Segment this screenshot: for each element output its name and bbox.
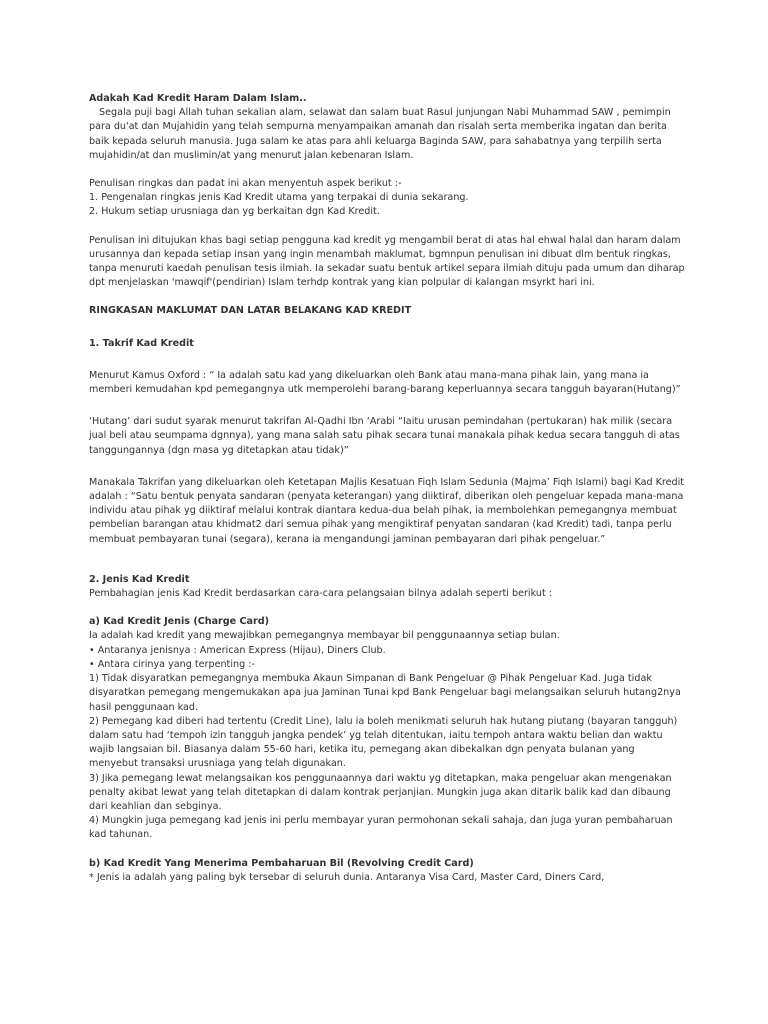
sub-a-bullet-1: • Antaranya jenisnya : American Express (Hijau), Diners Club.: [89, 644, 386, 656]
sub-b-description: * Jenis ia adalah yang paling byk tersebar di seluruh dunia. Antaranya Visa Card, Master Card, Diners Card,: [89, 871, 605, 883]
document-title: Adakah Kad Kredit Haram Dalam Islam..: [89, 93, 307, 104]
sub-a-point-2: 2) Pemegang kad diberi had tertentu (Credit Line), lalu ia boleh menikmati seluruh hak hutang piutang (bayaran tangguh) dalam satu had ‘tempoh izin tangguh jangka pendek’ yg telah ditentukan, iaitu tempoh antara waktu belian dan waktu wajib langsaian bil. Biasanya dalam 55-60 hari, ketika itu, pemegang akan dibekalkan dgn penyata bulanan yang menyebut transaksi urusniaga yang telah digunakan.: [89, 715, 678, 770]
intro-paragraph: Segala puji bagi Allah tuhan sekalian alam, selawat dan salam buat Rasul junjungan Nabi Muhammad SAW , pemimpin para du'at dan Mujahidin yang telah sempurna menyampaikan amanah dan risalah serta memberika ingatan dan berita baik kepada seluruh manusia. Juga salam ke atas para ahli keluarga Baginda SAW, para sahabatnya yang terpilih serta mujahidin/at dan muslimin/at yang menurut jalan kebenaran Islam.: [89, 107, 671, 161]
sub-a-point-3: 3) Jika pemegang lewat melangsaikan kos penggunaannya dari waktu yg ditetapkan, maka pengeluar akan mengenakan penalty akibat lewat yang telah ditetapkan di dalam kontrak perjanjian. Mungkin juga akan ditarik balik kad dan dibaung dari keahlian dan sebginya.: [89, 772, 672, 812]
aspects-intro: Penulisan ringkas dan padat ini akan menyentuh aspek berikut :-: [89, 178, 402, 190]
majma-definition: Manakala Takrifan yang dikeluarkan oleh Ketetapan Majlis Kesatuan Fiqh Islam Sedunia (Majma’ Fiqh Islami) bagi Kad Kredit adalah : “Satu bentuk penyata sandaran (penyata keterangan) yang diiktiraf, diberikan oleh pengeluar kepada mana-mana individu atau pihak yg diiktiraf melalui kontrak diantara kedua-dua belah pihak, ia membolehkan pemegangnya membuat pembelian barangan atau khidmat2 dari semua pihak yang mengiktiraf penyatan sandaran (kad Kredit) tadi, tanpa perlu membuat pembayaran tunai (segara), kerana ia mengandungi jaminan pembayaran dari pihak pengeluar.”: [89, 476, 685, 545]
sub-a-description: Ia adalah kad kredit yang mewajibkan pemegangnya membayar bil penggunaannya setiap bulan.: [89, 630, 560, 642]
sub-b-heading: b) Kad Kredit Yang Menerima Pembaharuan Bil (Revolving Credit Card): [89, 857, 474, 869]
purpose-paragraph: Penulisan ini ditujukan khas bagi setiap pengguna kad kredit yg mengambil berat di atas hal ehwal halal dan haram dalam urusannya dan kepada setiap insan yang ingin menambah maklumat, bgmnpun penulisan ini dibuat dlm bentuk ringkas, tanpa menuruti kaedah penulisan tesis ilmiah. Ia sekadar suatu bentuk artikel separa ilmiah dituju pada umum dan diharap dpt menjelaskan 'mawqif'(pendirian) Islam terhdp kontrak yang kian polpular di kalangan msyrkt hari ini.: [89, 234, 685, 289]
section-2-intro: Pembahagian jenis Kad Kredit berdasarkan cara-cara pelangsaian bilnya adalah seperti berikut :: [89, 588, 552, 600]
section-2-heading: 2. Jenis Kad Kredit: [89, 573, 190, 585]
document-page: [89, 92, 685, 885]
sub-a-heading: a) Kad Kredit Jenis (Charge Card): [89, 616, 269, 628]
sub-a-bullet-2: • Antara cirinya yang terpenting :-: [89, 658, 255, 670]
aspect-item-1: 1. Pengenalan ringkas jenis Kad Kredit utama yang terpakai di dunia sekarang.: [89, 192, 469, 204]
oxford-definition: Menurut Kamus Oxford : “ Ia adalah satu kad yang dikeluarkan oleh Bank atau mana-mana pihak lain, yang mana ia memberi kemudahan kpd pemegangnya utk memperolehi barang-barang keperluannya secara tangguh bayaran(Hutang)”: [89, 369, 681, 396]
main-section-heading: RINGKASAN MAKLUMAT DAN LATAR BELAKANG KAD KREDIT: [89, 305, 412, 317]
aspect-item-2: 2. Hukum setiap urusniaga dan yg berkaitan dgn Kad Kredit.: [89, 206, 380, 218]
hutang-definition: ‘Hutang’ dari sudut syarak menurut takrifan Al-Qadhi Ibn ‘Arabi “Iaitu urusan pemindahan (pertukaran) hak milik (secara jual beli atau seumpama dgnnya), yang mana salah satu pihak secara tunai manakala pihak kedua secara tangguh di atas tanggungannya (dgn masa yg ditetapkan atau tidak)”: [89, 416, 680, 456]
section-1-heading: 1. Takrif Kad Kredit: [89, 337, 194, 349]
sub-a-point-1: 1) Tidak disyaratkan pemegangnya membuka Akaun Simpanan di Bank Pengeluar @ Pihak Pengeluar Kad. Juga tidak disyaratkan pemegang mengemukakan apa jua Jaminan Tunai kpd Bank Pengeluar bagi melangsaikan seluruh hutang2nya hasil penggunaan kad.: [89, 673, 681, 713]
sub-a-point-4: 4) Mungkin juga pemegang kad jenis ini perlu membayar yuran permohonan sekali sahaja, dan juga yuran pembaharuan kad tahunan.: [89, 815, 673, 841]
